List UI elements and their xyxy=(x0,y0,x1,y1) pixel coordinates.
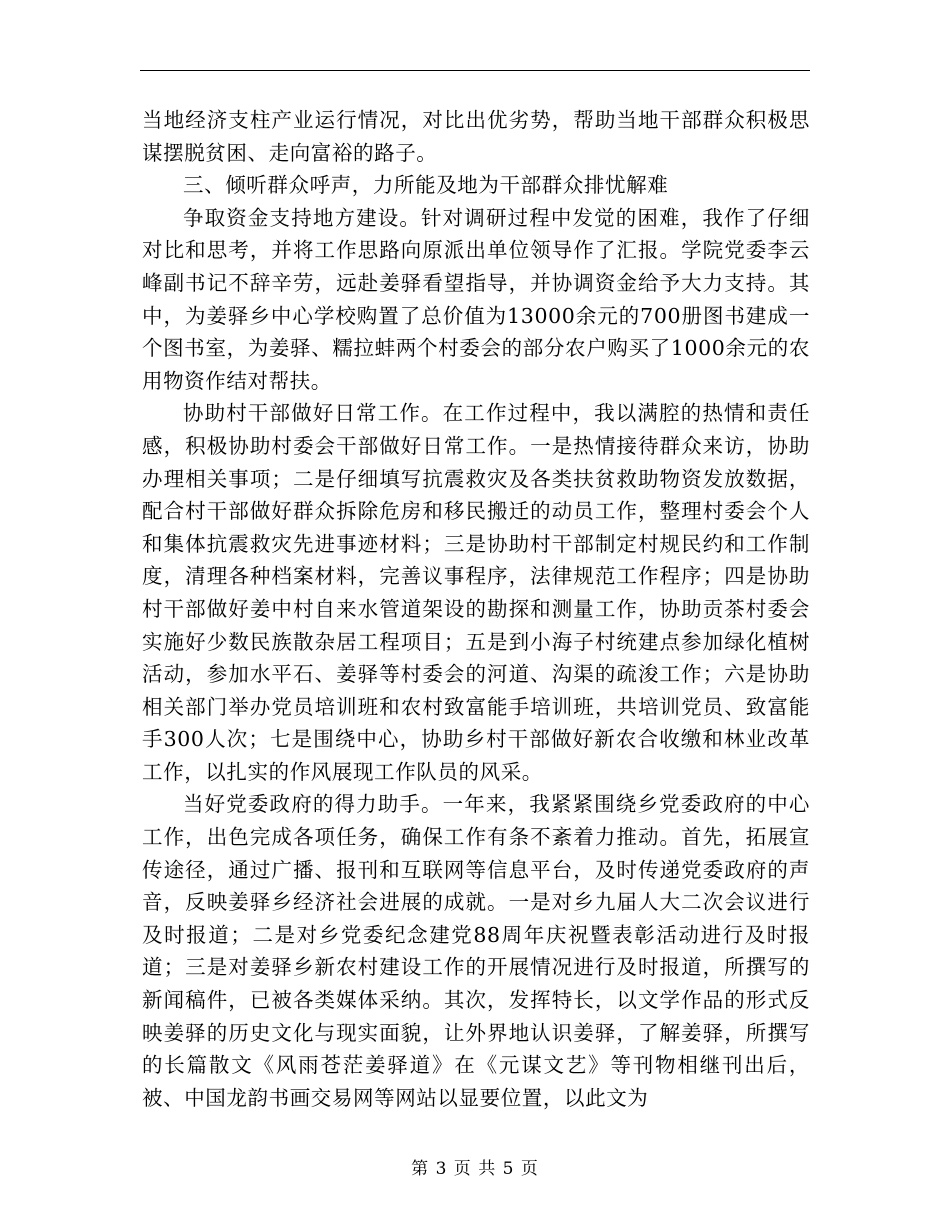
paragraph-party-assistant: 当好党委政府的得力助手。一年来，我紧紧围绕乡党委政府的中心工作，出色完成各项任务，确保工作有条不紊着力推动。首先，拓展宣传途径，通过广播、报刊和互联网等信息平台，及时传递党委政府的声音，反映姜驿乡经济社会进展的成就。一是对乡九届人大二次会议进行及时报道；二是对乡党委纪念建党88周年庆祝暨表彰活动进行及时报道；三是对姜驿乡新农村建设工作的开展情况进行及时报道，所撰写的新闻稿件，已被各类媒体采纳。其次，发挥特长，以文学作品的形式反映姜驿的历史文化与现实面貌，让外界地认识姜驿，了解姜驿，所撰写的长篇散文《风雨苍茫姜驿道》在《元谋文艺》等刊物相继刊出后，被、中国龙韵书画交易网等网站以显要位置，以此文为 xyxy=(142,792,810,1110)
paragraph-funding: 争取资金支持地方建设。针对调研过程中发觉的困难，我作了仔细对比和思考，并将工作思路向原派出单位领导作了汇报。学院党委李云峰副书记不辞辛劳，远赴姜驿看望指导，并协调资金给予大力支持。其中，为姜驿乡中心学校购置了总价值为13000余元的700册图书建成一个图书室，为姜驿、糯拉蚌两个村委会的部分农户购买了1000余元的农用物资作结对帮扶。 xyxy=(142,205,810,393)
page-number-footer: 第 3 页 共 5 页 xyxy=(411,1159,539,1179)
document-body xyxy=(142,104,810,1114)
header-rule xyxy=(140,70,810,71)
section-heading: 三、倾听群众呼声，力所能及地为干部群众排忧解难 xyxy=(183,173,669,198)
paragraph-continuation: 当地经济支柱产业运行情况，对比出优劣势，帮助当地干部群众积极思谋摆脱贫困、走向富裕的路子。 xyxy=(142,108,810,165)
paragraph-village-work: 协助村干部做好日常工作。在工作过程中，我以满腔的热情和责任感，积极协助村委会干部做好日常工作。一是热情接待群众来访，协助办理相关事项；二是仔细填写抗震救灾及各类扶贫救助物资发放数据，配合村干部做好群众拆除危房和移民搬迁的动员工作，整理村委会个人和集体抗震救灾先进事迹材料；三是协助村干部制定村规民约和工作制度，清理各种档案材料，完善议事程序，法律规范工作程序；四是协助村干部做好姜中村自来水管道架设的勘探和测量工作，协助贡茶村委会实施好少数民族散杂居工程项目；五是到小海子村统建点参加绿化植树活动，参加水平石、姜驿等村委会的河道、沟渠的疏浚工作；六是协助相关部门举办党员培训班和农村致富能手培训班，共培训党员、致富能手300人次；七是围绕中心，协助乡村干部做好新农合收缴和林业改革工作，以扎实的作风展现工作队员的风采。 xyxy=(142,401,810,784)
